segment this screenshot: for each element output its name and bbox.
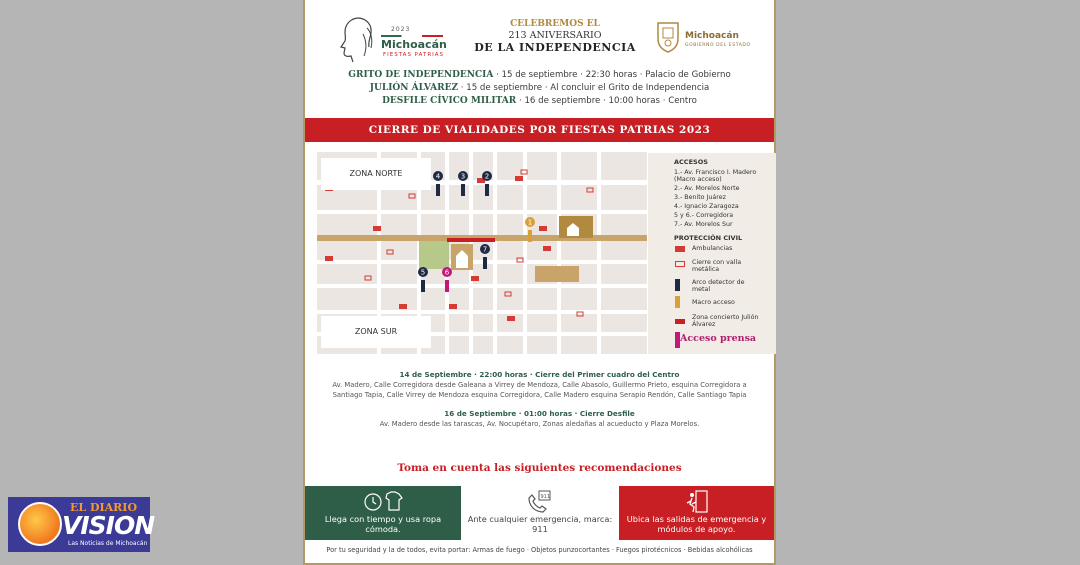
footer-note: Por tu seguridad y la de todos, evita portar: Armas de fuego · Objetos punzocortantes · Fuegos pirotécnicos · Bebidas alcohólicas [326,546,753,554]
plaza-green [419,241,449,269]
recommendations-title: Toma en cuenta las siguientes recomendaciones [397,462,682,474]
title-line-2: 213 ANIVERSARIO [508,30,602,41]
michoacan-fiestas-logo [333,14,453,64]
svg-text:6: 6 [444,268,450,277]
gov-logo-name: Michoacán [685,31,739,41]
recommendation-text: Ante cualquier emergencia, marca: 911 [467,514,613,534]
legend-item: Arco detector de metal [692,279,745,293]
flag-stripe [381,35,443,37]
event-name: JULIÓN ÁLVAREZ [369,83,459,93]
legend-access-item: 4.- Ignacio Zaragoza [674,203,739,210]
event-row [305,95,774,108]
logo-name: Michoacán [381,38,447,51]
event-detail: · 16 de septiembre · 10:00 horas · Centro [519,96,697,106]
legend-access-item: 2.- Av. Morelos Norte [674,185,740,192]
el-diario-vision-watermark [8,497,155,552]
recommendation-card [619,486,774,540]
svg-text:3: 3 [460,172,466,181]
closures-section [305,370,774,429]
badge-line-1: EL DIARIO [70,501,138,514]
map-legend [648,153,776,354]
header [305,6,774,66]
logo-year: 2023 [391,26,411,33]
anniversary-title [465,18,645,54]
event-row [305,69,774,82]
svg-text:911: 911 [540,494,551,500]
recommendations-row [305,486,774,540]
gov-logo-subtitle: GOBIERNO DEL ESTADO [685,43,751,48]
government-logo [655,20,765,60]
coat-of-arms-icon [655,20,681,54]
closure-line: Santiago Tapia, Calle Virrey de Mendoza esquina Corregidora, Calle Madero esquina Serapio Rendón, Calle Santiago Tapia [332,391,747,399]
legend-item: Macro acceso [692,299,735,306]
badge-line-3: Las Noticias de Michoacán [68,540,148,547]
svg-text:7: 7 [482,245,488,254]
closure-heading: 16 de Septiembre · 01:00 horas · Cierre Desfile [444,409,635,418]
logo-subtitle: FIESTAS PATRIAS [383,52,445,58]
badge-line-2: VISION [62,511,155,540]
road-closure-banner: CIERRE DE VIALIDADES POR FIESTAS PATRIAS 2023 [305,118,774,142]
church-block [535,266,579,282]
svg-text:1: 1 [527,218,533,227]
concert-zone [447,238,495,242]
street-map [317,152,647,354]
zone-south-label: ZONA SUR [321,316,431,348]
closure-heading: 14 de Septiembre · 22:00 horas · Cierre del Primer cuadro del Centro [399,370,680,379]
legend-access-item: 7.- Av. Morelos Sur [674,221,733,228]
event-row [305,82,774,95]
macro-access-icon [675,296,681,308]
svg-text:4: 4 [435,172,441,181]
emergency-exit-icon [684,490,710,514]
svg-text:5: 5 [420,268,426,277]
legend-accesos-title: ACCESOS [674,158,708,166]
barrier-icon [675,261,685,267]
event-detail: · 15 de septiembre · Al concluir el Grito de Independencia [460,83,710,93]
legend-item: Cierre con valla metálica [692,259,742,273]
clock-shirt-icon [363,490,403,512]
closure-line: Av. Madero desde las tarascas, Av. Nocupétaro, Zonas aledañas al acueducto y Plaza Morelos. [379,420,700,428]
events-list [305,69,774,108]
ambulance-icon [675,246,685,252]
concert-zone-icon [675,319,685,324]
legend-item: Zona concierto Julión Álvarez [692,314,759,328]
legend-item: Ambulancias [692,245,733,252]
phone-911-icon [525,490,555,514]
recommendation-card [305,486,461,540]
legend-access-item: 1.- Av. Francisco I. Madero (Macro acceso) [674,169,757,183]
closure-line: Av. Madero, Calle Corregidora desde Galeana a Virrey de Mendoza, Calle Abasolo, Guillermo Prieto, esquina Corregidora a [332,381,747,389]
svg-text:2: 2 [484,172,490,181]
event-detail: · 15 de septiembre · 22:30 horas · Palacio de Gobierno [496,70,731,80]
legend-access-item: 5 y 6.- Corregidora [674,212,734,219]
title-line-1: CELEBREMOS EL [510,19,600,29]
legend-press-label: Acceso prensa [680,333,757,344]
title-line-3: DE LA INDEPENDENCIA [474,41,636,54]
recommendation-text: Ubica las salidas de emergencia y módulos de apoyo. [626,514,767,534]
vision-logo-circle [18,502,62,546]
metal-detector-icon [675,279,681,291]
recommendation-card [462,486,618,540]
zone-north-label: ZONA NORTE [321,158,431,190]
legend-access-item: 3.- Benito Juárez [674,194,726,201]
poster [303,0,776,565]
event-name: DESFILE CÍVICO MILITAR [382,96,517,106]
event-name: GRITO DE INDEPENDENCIA [348,70,494,80]
legend-proteccion-title: PROTECCIÓN CIVIL [674,234,743,242]
profile-portrait-icon [333,14,379,64]
recommendation-text: Llega con tiempo y usa ropa cómoda. [324,514,442,534]
